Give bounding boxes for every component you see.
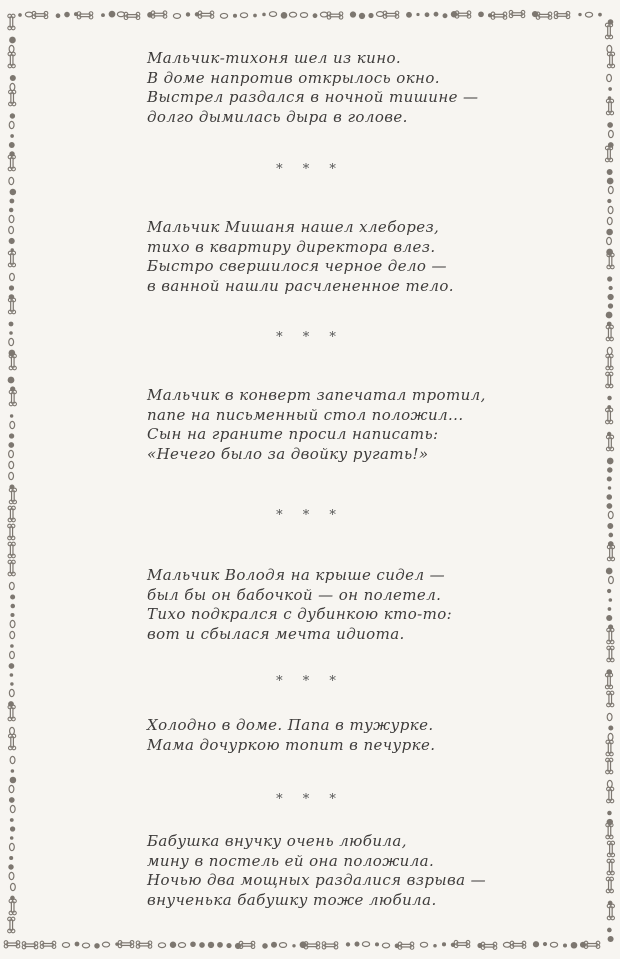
poem-stanza-4 — [147, 566, 547, 644]
poem-stanza-6 — [147, 832, 547, 910]
poem-line: внученька бабушку тоже любила. — [147, 890, 437, 909]
poem-line: Сын на граните просил написать: — [147, 425, 439, 443]
poem-line: Холодно в доме. Папа в тужурке. — [147, 716, 434, 734]
poem-line: Мама дочуркою топит в печурке. — [147, 735, 436, 754]
stanza-separator: * * * — [276, 674, 344, 689]
poem-line: Бабушка внучку очень любила, — [147, 832, 407, 850]
poem-stanza-2 — [147, 218, 547, 296]
poem-line: Тихо подкрался с дубинкою кто-то: — [147, 605, 453, 623]
poem-line: тихо в квартиру директора влез. — [147, 237, 436, 256]
stanza-separator: * * * — [276, 508, 344, 523]
poem-line: был бы он бабочкой — он полетел. — [147, 585, 442, 604]
poem-line: Быстро свершилося черное дело — — [147, 257, 447, 275]
stanza-separator: * * * — [276, 330, 344, 345]
poem-line: Мальчик в конверт запечатал тротил, — [147, 386, 486, 404]
stanza-separator: * * * — [276, 792, 344, 807]
poem-stanza-1 — [147, 49, 547, 127]
poem-stanza-5 — [147, 716, 547, 755]
poem-line: вот и сбылася мечта идиота. — [147, 624, 405, 643]
poem-stanza-3 — [147, 386, 547, 464]
stanza-separator: * * * — [276, 162, 344, 177]
poem-line: В доме напротив открылось окно. — [147, 68, 440, 87]
poem-line: в ванной нашли расчлененное тело. — [147, 276, 454, 295]
poem-line: папе на письменный стол положил... — [147, 405, 464, 424]
poem-line: Ночью два мощных раздалися взрыва — — [147, 871, 486, 889]
poem-line: долго дымилась дыра в голове. — [147, 107, 408, 126]
poem-line: Мальчик-тихоня шел из кино. — [147, 49, 402, 67]
poem-line: «Нечего было за двойку ругать!» — [147, 444, 429, 463]
poem-line: Мальчик Володя на крыше сидел — — [147, 566, 445, 584]
poem-line: Выстрел раздался в ночной тишине — — [147, 88, 479, 106]
poem-line: мину в постель ей она положила. — [147, 851, 435, 870]
poem-line: Мальчик Мишаня нашел хлеборез, — [147, 218, 440, 236]
